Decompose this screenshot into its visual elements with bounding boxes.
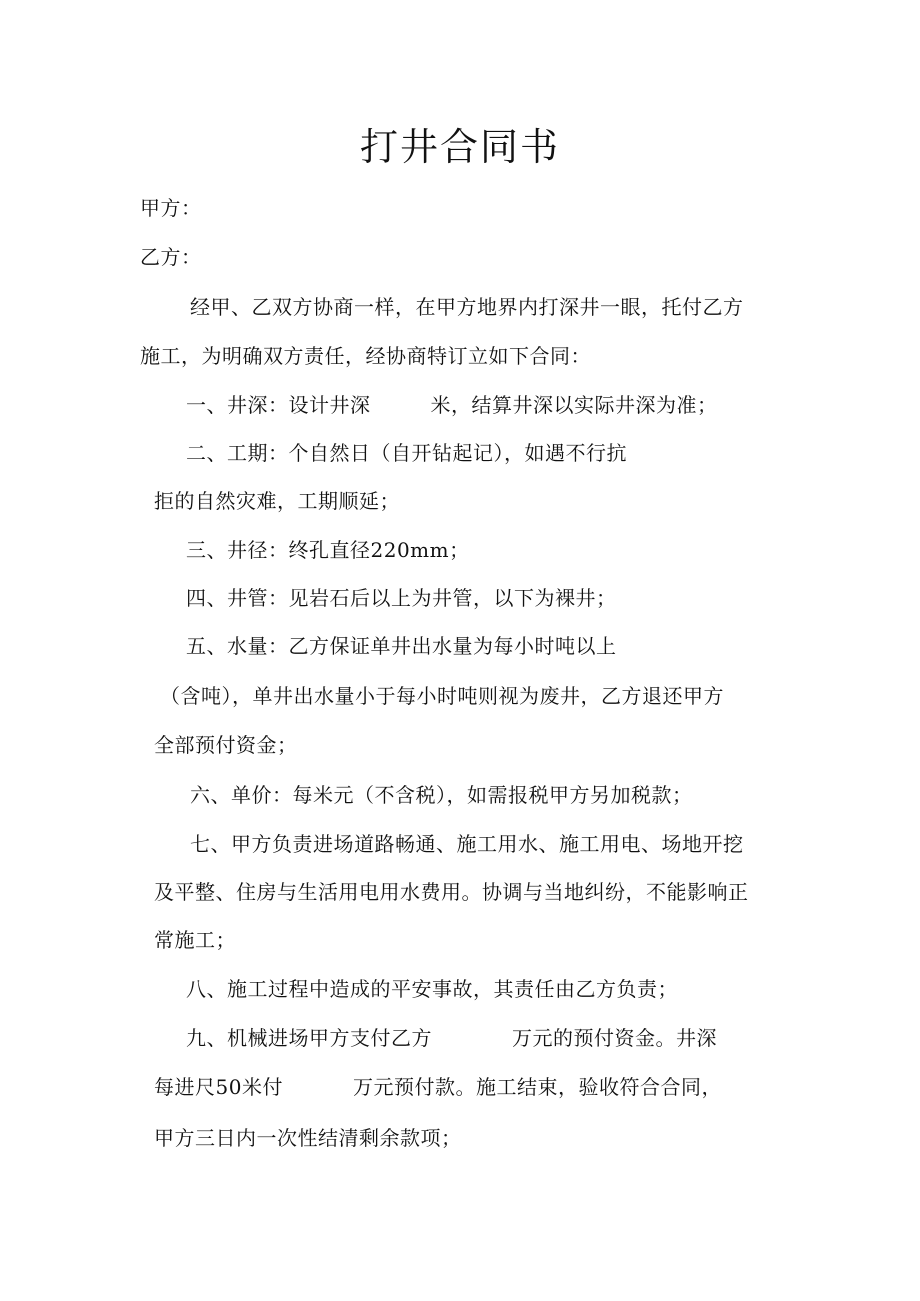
clause-1-part-b: 米，结算井深以实际井深为准； bbox=[430, 393, 718, 417]
clause-9-part-d: 万元预付款。施工结束，验收符合合同， bbox=[352, 1075, 722, 1099]
clause-8-line: 八、施工过程中造成的平安事故，其责任由乙方负责； bbox=[186, 977, 678, 1001]
clause-9-line-2 bbox=[154, 1072, 722, 1102]
clause-4-line: 四、井管：见岩石后以上为井管，以下为裸井； bbox=[186, 586, 617, 610]
clause-5-line-2: （含吨），单井出水量小于每小时吨则视为废井，乙方退还甲方 bbox=[160, 684, 724, 708]
clause-1-part-a: 一、井深：设计井深 bbox=[186, 393, 371, 417]
page-title: 打井合同书 bbox=[359, 125, 560, 169]
clause-2-line-1: 二、工期：个自然日（自开钻起记），如遇不行抗 bbox=[186, 441, 627, 465]
party-a-label: 甲方： bbox=[140, 196, 202, 220]
party-b-label: 乙方： bbox=[140, 245, 202, 269]
clause-9-part-c: 每进尺50米付 bbox=[154, 1075, 283, 1099]
clause-9-line-3: 甲方三日内一次性结清剩余款项； bbox=[154, 1126, 462, 1150]
clause-9-part-a: 九、机械进场甲方支付乙方 bbox=[186, 1026, 432, 1050]
clause-9-part-b: 万元的预付资金。井深 bbox=[512, 1026, 717, 1050]
clause-2-line-2: 拒的自然灾难，工期顺延； bbox=[154, 489, 400, 513]
intro-line-2: 施工，为明确双方责任，经协商特订立如下合同： bbox=[140, 344, 591, 368]
clause-6-line: 六、单价：每米元（不含税），如需报税甲方另加税款； bbox=[190, 783, 693, 807]
intro-line-1: 经甲、乙双方协商一样，在甲方地界内打深井一眼，托付乙方 bbox=[190, 295, 744, 319]
clause-7-line-1: 七、甲方负责进场道路畅通、施工用水、施工用电、场地开挖 bbox=[190, 832, 744, 856]
clause-3-line: 三、井径：终孔直径220mm； bbox=[186, 538, 470, 562]
clause-7-line-2: 及平整、住房与生活用电用水费用。协调与当地纠纷，不能影响正 bbox=[154, 880, 749, 904]
clause-7-line-3: 常施工； bbox=[154, 928, 236, 952]
clause-5-line-3: 全部预付资金； bbox=[154, 733, 298, 757]
clause-9-line-1 bbox=[186, 1023, 717, 1053]
clause-1-line bbox=[186, 390, 718, 420]
clause-5-line-1: 五、水量：乙方保证单井出水量为每小时吨以上 bbox=[186, 634, 617, 658]
